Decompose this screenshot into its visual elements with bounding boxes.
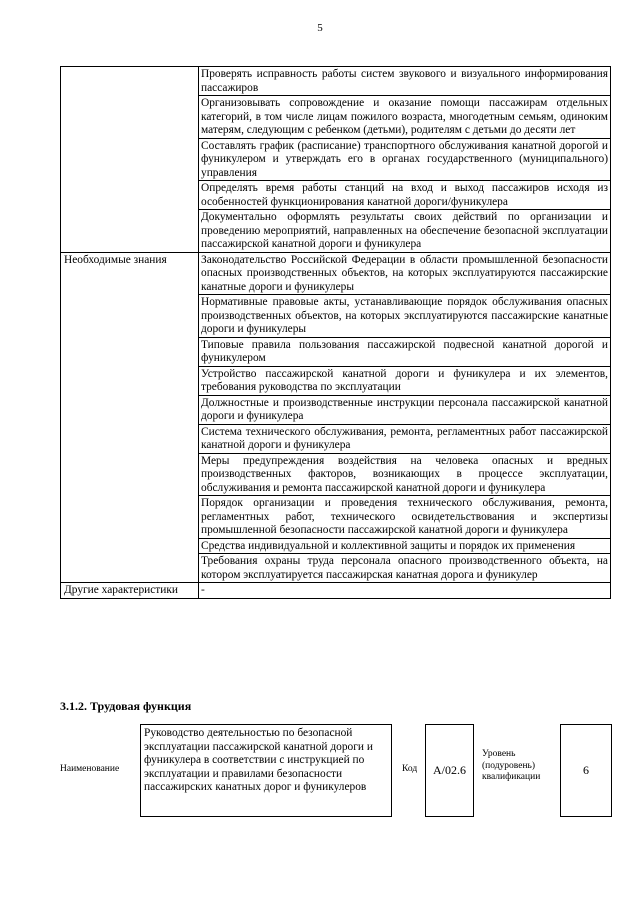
row-label: Другие характеристики: [61, 583, 199, 599]
section-title: 3.1.2. Трудовая функция: [60, 699, 192, 713]
row-text: Требования охраны труда персонала опасного производственного объекта, на котором эксплуатируется пассажирская канатная дорога и фуникулер: [199, 554, 611, 583]
row-text: Нормативные правовые акты, устанавливающие порядок обслуживания опасных производственных объектов, на которых эксплуатируются пассажирские канатные дороги и фуникулеры: [199, 295, 611, 338]
page-number: 5: [317, 22, 323, 34]
row-text: Организовывать сопровождение и оказание помощи пассажирам отдельных категорий, в том числе лицам пожилого возраста, многодетным семьям, одиноким матерям, следующим с ребенком (детьми), родителям с детьми до десяти лет: [199, 96, 611, 139]
row-text: Законодательство Российской Федерации в области промышленной безопасности опасных производственных объектов, на которых эксплуатируются пассажирские канатные дороги и фуникулеры: [199, 252, 611, 295]
name-label: Наименование: [60, 764, 120, 774]
knowledge-row: [61, 252, 611, 295]
action-row: [61, 67, 611, 96]
knowledge-table: [60, 66, 611, 599]
row-text: Типовые правила пользования пассажирской подвесной канатной дорогой и фуникулером: [199, 337, 611, 366]
qualification-level-label: Уровень (подуровень) квалификации: [482, 749, 541, 782]
row-text: -: [199, 583, 611, 599]
qualification-level-value: 6: [560, 724, 612, 817]
row-text: Документально оформлять результаты своих действий по организации и проведению мероприятий, направленных на обеспечение безопасной эксплуатации пассажирской канатной дороги и фуникулера: [199, 210, 611, 253]
function-name-value: Руководство деятельностью по безопасной эксплуатации пассажирской канатной дороги и фуникулера в соответствии с инструкцией по эксплуатации и правилами безопасности пассажирских канатных дорог и фуникулеров: [140, 724, 392, 817]
row-label: Необходимые знания: [61, 252, 199, 583]
row-text: Устройство пассажирской канатной дороги и фуникулера и их элементов, требования руководства по эксплуатации: [199, 366, 611, 395]
row-text: Составлять график (расписание) транспортного обслуживания канатной дорогой и фуникулером и утверждать его в органах государственного (муниципального) управления: [199, 138, 611, 181]
row-text: Определять время работы станций на вход и выход пассажиров исходя из особенностей функционирования канатной дороги/фуникулера: [199, 181, 611, 210]
row-label: [61, 67, 199, 253]
row-text: Должностные и производственные инструкции персонала пассажирской канатной дороги и фуникулера: [199, 395, 611, 424]
other-characteristics-row: [61, 583, 611, 599]
code-value: А/02.6: [425, 724, 474, 817]
row-text: Средства индивидуальной и коллективной защиты и порядок их применения: [199, 538, 611, 554]
row-text: Система технического обслуживания, ремонта, регламентных работ пассажирской канатной дороги и фуникулера: [199, 424, 611, 453]
row-text: Порядок организации и проведения технического обслуживания, ремонта, регламентных работ, технического освидетельствования и экспертизы промышленной безопасности пассажирской канатной дороги и фуникулера: [199, 496, 611, 539]
row-text: Меры предупреждения воздействия на человека опасных и вредных производственных факторов, возникающих в процессе эксплуатации, обслуживания и ремонта пассажирской канатной дороги и фуникулера: [199, 453, 611, 496]
code-label: Код: [402, 764, 418, 774]
row-text: Проверять исправность работы систем звукового и визуального информирования пассажиров: [199, 67, 611, 96]
